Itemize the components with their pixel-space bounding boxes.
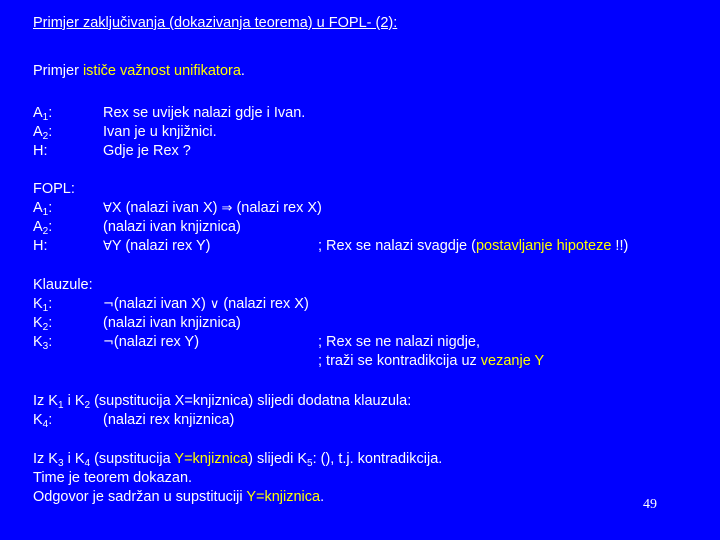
conclusion-line-3: Odgovor je sadržan u supstituciji Y=knjiznica. — [33, 489, 325, 505]
fact-a2-label: $A_2$: — [33, 124, 53, 142]
clauses-heading: Klauzule: — [33, 277, 93, 293]
forall-symbol: ∀ — [103, 201, 112, 216]
slide-title: Primjer zaključivanja (dokazivanja teorema) u FOPL- (2): — [33, 15, 398, 31]
fact-h-text: Gdje je Rex ? — [103, 143, 191, 159]
intro-highlight: ističe važnost unifikatora — [82, 63, 241, 79]
clause-k1-label: $K_1$: — [33, 296, 53, 314]
fopl-h-formula: ∀Y (nalazi rex Y) — [103, 238, 211, 254]
clause-k3-comment-2: ; traži se kontradikcija uz vezanje Y — [318, 353, 545, 369]
page-number: 49 — [643, 497, 657, 512]
conclusion-line-2: Time je teorem dokazan. — [33, 470, 193, 486]
intro-line — [33, 62, 245, 80]
intro-prefix: Primjer — [33, 63, 83, 79]
fact-a2-text: Ivan je u knjižnici. — [103, 124, 217, 140]
fopl-a1-label: $A_1$: — [33, 200, 53, 218]
fact-a1-label: $A_1$: — [33, 105, 53, 123]
not-symbol: ¬ — [103, 335, 114, 350]
fact-a1-text: Rex se uvijek nalazi gdje i Ivan. — [103, 105, 306, 121]
fopl-a2-formula: (nalazi ivan knjiznica) — [103, 219, 241, 235]
derivation-line: Iz $K_1$ i $K_2$ (supstitucija X=knjiznica) slijedi dodatna klauzula: — [33, 393, 412, 411]
forall-symbol: ∀ — [103, 239, 112, 254]
not-symbol: ¬ — [103, 297, 114, 312]
clause-k2-label: $K_2$: — [33, 315, 53, 333]
fact-h-label: H: — [33, 143, 48, 159]
fopl-a1-formula: ∀X (nalazi ivan X) ⇒ (nalazi rex X) — [103, 200, 322, 216]
fopl-heading: FOPL: — [33, 181, 75, 197]
intro-suffix: . — [240, 63, 245, 79]
fopl-a2-label: $A_2$: — [33, 219, 53, 237]
clause-k2-formula: (nalazi ivan knjiznica) — [103, 315, 241, 331]
clause-k1-formula: ¬(nalazi ivan X) ∨ (nalazi rex X) — [103, 296, 309, 312]
fopl-h-comment: ; Rex se nalazi svagdje (postavljanje hipoteze !!) — [318, 238, 629, 254]
clause-k3-comment: ; Rex se ne nalazi nigdje, — [318, 334, 481, 350]
or-symbol: ∨ — [209, 297, 220, 312]
conclusion-line-1: Iz $K_3$ i $K_4$ (supstitucija Y=knjiznica) slijedi $K_5$: (), t.j. kontradikcija. — [33, 451, 443, 469]
clause-k4-label: $K_4$: — [33, 412, 53, 430]
clause-k4-formula: (nalazi rex knjiznica) — [103, 412, 235, 428]
fopl-h-label: H: — [33, 238, 48, 254]
implies-symbol: ⇒ — [221, 201, 233, 216]
clause-k3-formula: ¬(nalazi rex Y) — [103, 334, 200, 350]
clause-k3-label: $K_3$: — [33, 334, 53, 352]
